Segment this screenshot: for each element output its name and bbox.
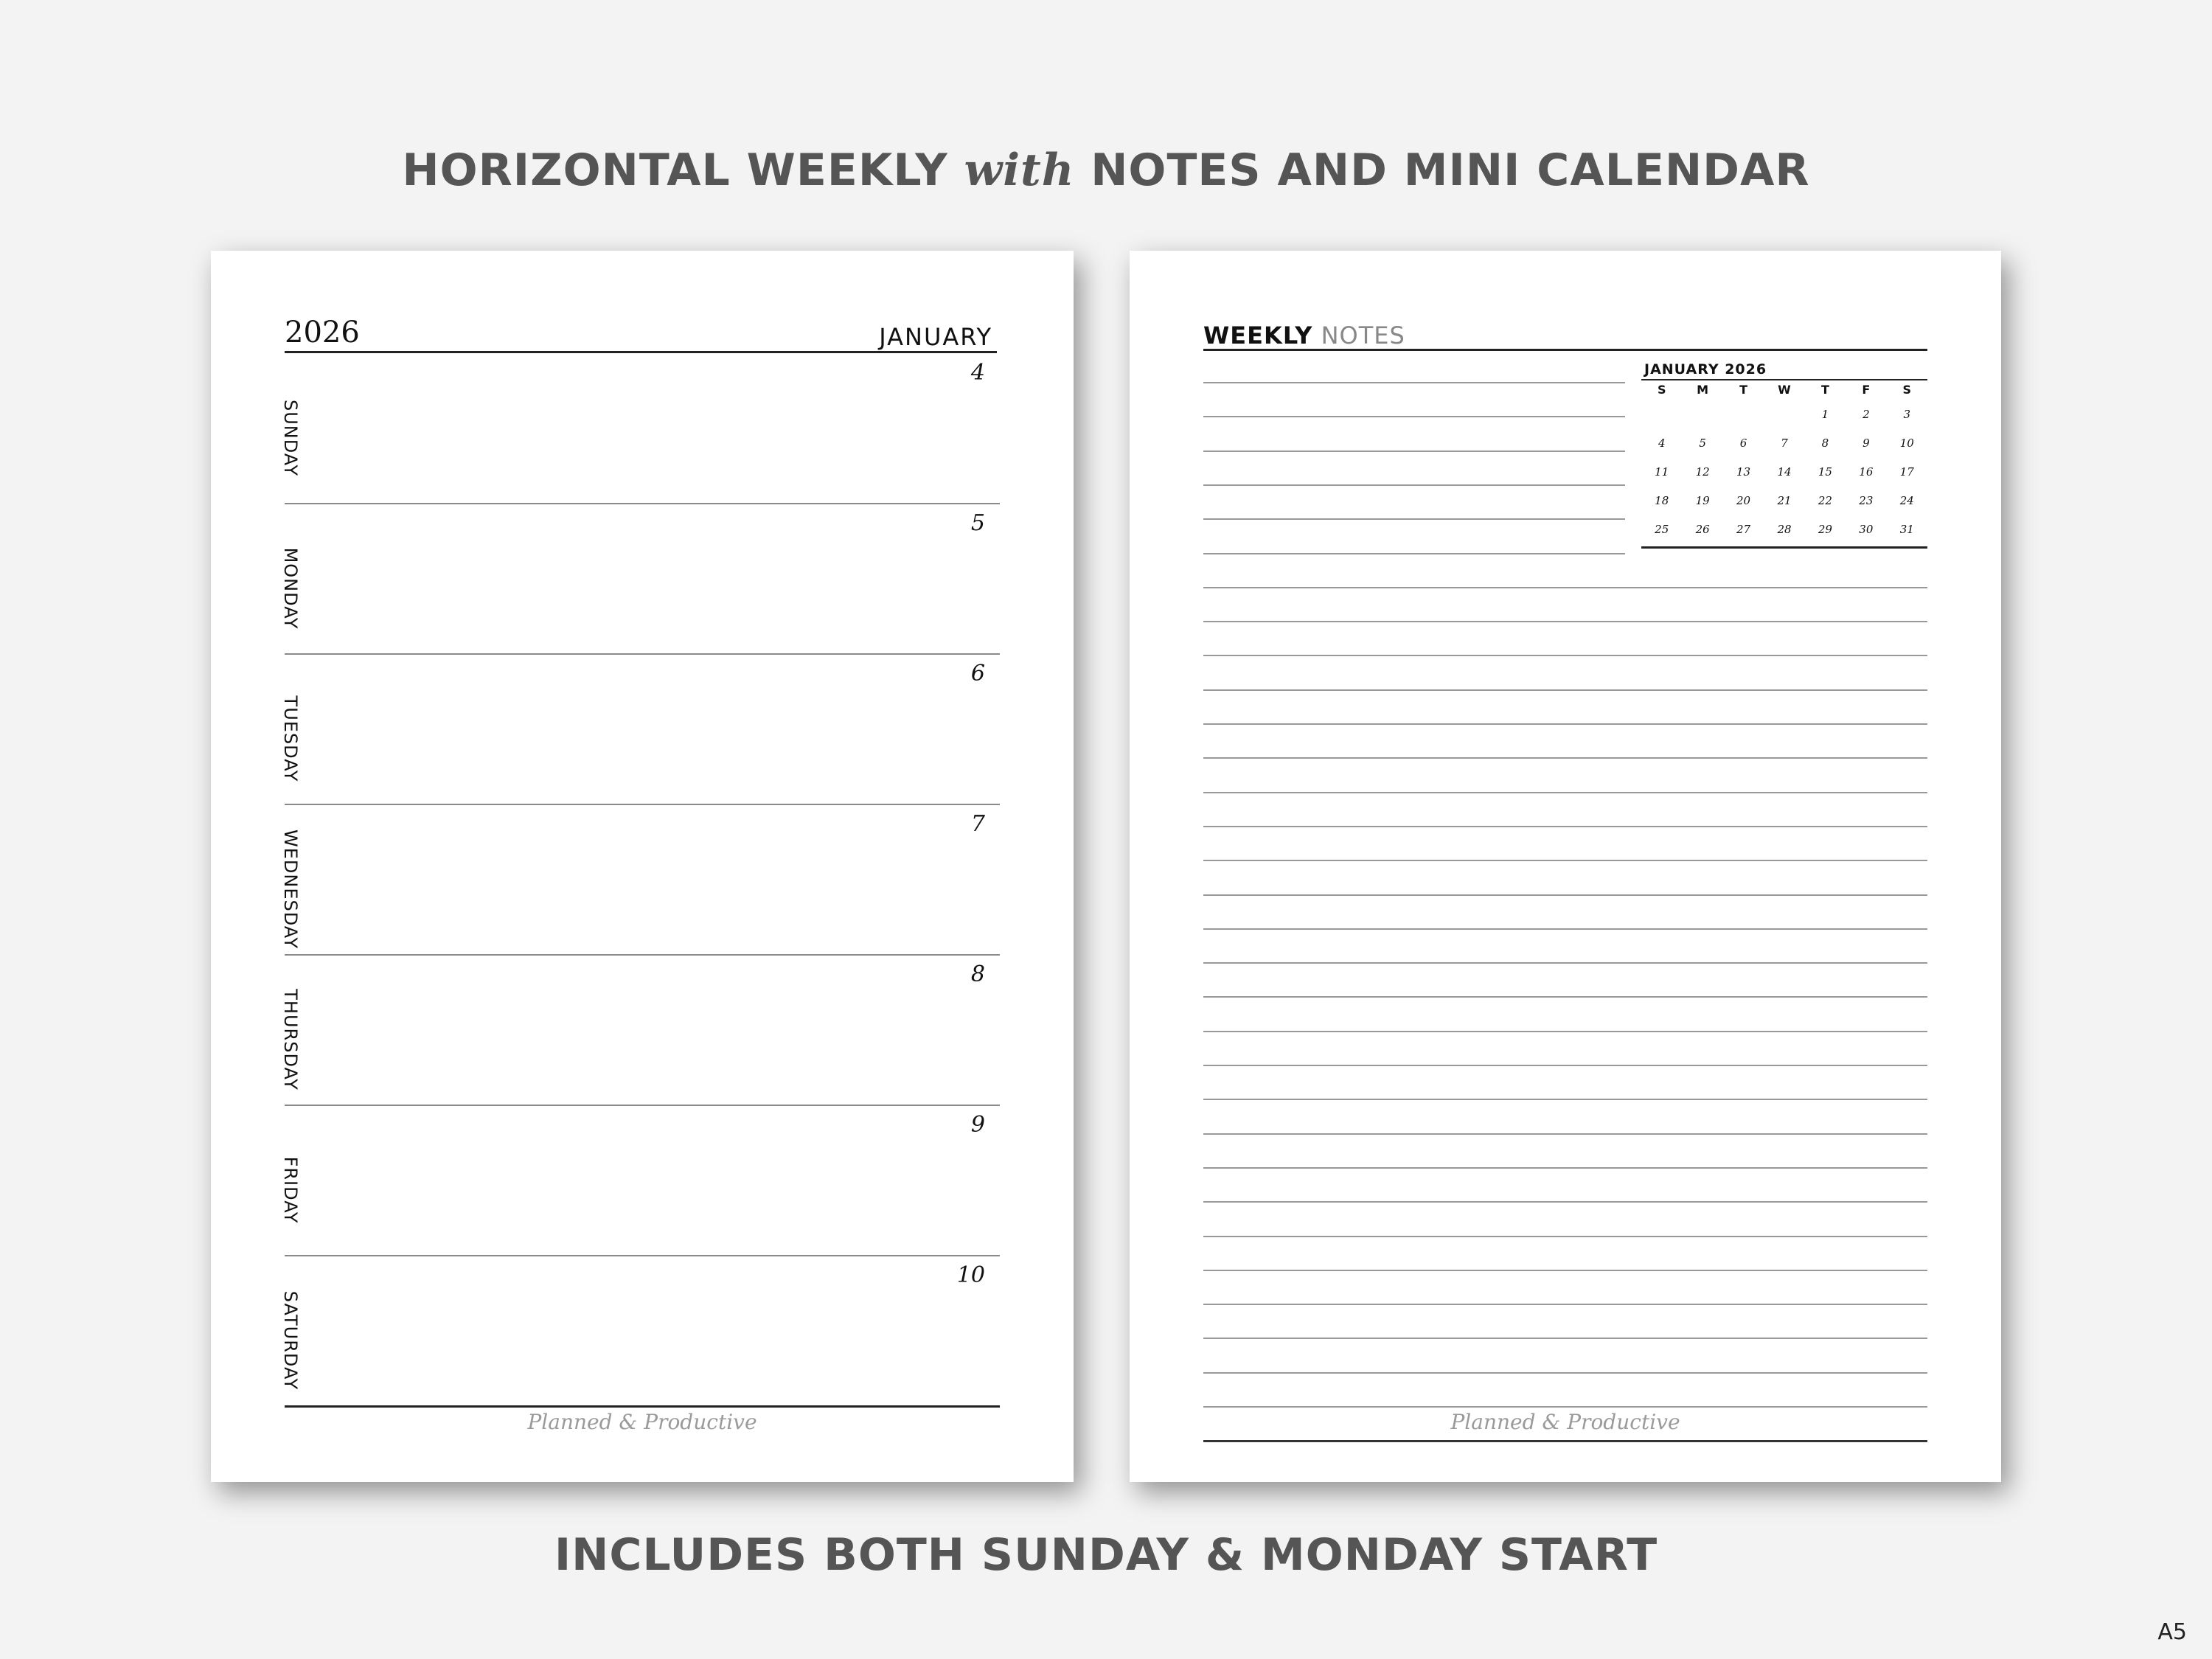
page-subtitle: INCLUDES BOTH SUNDAY & MONDAY START: [554, 1529, 1658, 1581]
day-name: SATURDAY: [280, 1290, 301, 1391]
mini-date: 12: [1695, 465, 1710, 479]
mini-date: 25: [1655, 523, 1669, 536]
mini-date: 18: [1655, 494, 1669, 507]
mini-date: 14: [1777, 465, 1792, 479]
note-line: [1203, 689, 1927, 691]
day-row-wednesday: [280, 804, 1000, 956]
mini-date: [1682, 403, 1722, 431]
mini-calendar-grid: [1641, 380, 1927, 546]
note-line: [1203, 1372, 1927, 1374]
brand-signature: Planned & Productive: [527, 1410, 757, 1434]
day-number: 10: [956, 1262, 985, 1288]
year-label: 2026: [285, 316, 360, 349]
mini-date: 16: [1859, 465, 1874, 479]
mini-date: 23: [1859, 494, 1874, 507]
day-number: 8: [970, 961, 985, 987]
mini-date: 27: [1736, 523, 1751, 536]
mini-date: 19: [1695, 494, 1710, 507]
mini-date: 28: [1777, 523, 1792, 536]
note-line: [1203, 826, 1927, 827]
mini-weekday: M: [1697, 383, 1709, 397]
note-line: [1203, 587, 1927, 588]
note-line: [1203, 382, 1625, 383]
mini-date: 15: [1818, 465, 1832, 479]
note-line: [1203, 655, 1927, 656]
mini-date: 3: [1903, 408, 1911, 421]
day-row-friday: [280, 1105, 1000, 1256]
note-line: [1203, 451, 1625, 452]
note-line: [1203, 894, 1927, 896]
mini-weekday: S: [1657, 383, 1666, 397]
note-line: [1203, 792, 1927, 793]
note-line: [1203, 757, 1927, 759]
mini-weekday: T: [1820, 383, 1829, 397]
day-name: MONDAY: [280, 547, 301, 630]
notes-page: [1130, 251, 2001, 1482]
note-line: [1203, 1304, 1927, 1305]
mini-date: 31: [1899, 523, 1914, 536]
mini-date: 6: [1739, 437, 1747, 450]
day-number: 6: [970, 661, 985, 686]
mini-date: [1641, 403, 1682, 431]
mini-date: 10: [1899, 437, 1914, 450]
day-row-saturday: [280, 1255, 1000, 1408]
mini-weekday: S: [1902, 383, 1912, 397]
mini-date: 11: [1655, 465, 1669, 479]
mini-date: 5: [1699, 437, 1706, 450]
note-line: [1203, 1065, 1927, 1066]
day-number: 9: [970, 1112, 985, 1138]
title-part-a: HORIZONTAL WEEKLY: [402, 145, 948, 196]
title-part-b: NOTES AND MINI CALENDAR: [1091, 145, 1810, 196]
day-row-sunday: [280, 352, 1000, 504]
mini-weekday: T: [1739, 383, 1748, 397]
mini-date: 21: [1777, 494, 1792, 507]
mini-date: 4: [1658, 437, 1666, 450]
mini-date: 30: [1859, 523, 1874, 536]
day-name: FRIDAY: [280, 1156, 301, 1224]
brand-signature: Planned & Productive: [1450, 1410, 1680, 1434]
note-line: [1203, 1440, 1927, 1442]
day-name: SUNDAY: [280, 399, 301, 477]
mini-calendar-title: JANUARY 2026: [1644, 361, 1767, 378]
size-tag: A5: [2157, 1619, 2187, 1645]
note-line: [1203, 1338, 1927, 1339]
mini-weekday: F: [1862, 383, 1871, 397]
note-line: [1203, 1167, 1927, 1169]
mini-date: [1723, 403, 1764, 431]
day-name: TUESDAY: [280, 695, 301, 782]
mini-date: 9: [1863, 437, 1870, 450]
note-line: [1203, 518, 1625, 520]
note-line: [1203, 621, 1927, 622]
mini-date: 8: [1821, 437, 1829, 450]
mini-date: [1764, 403, 1804, 431]
note-line: [1203, 553, 1625, 554]
page-title: [0, 145, 2212, 196]
note-line: [1203, 962, 1927, 964]
weekly-page: [211, 251, 1074, 1482]
day-number: 7: [970, 811, 985, 837]
mini-date: 1: [1821, 408, 1829, 421]
day-row-tuesday: [280, 653, 1000, 805]
mini-weekday: W: [1778, 383, 1791, 397]
day-row-monday: [280, 503, 1000, 655]
note-line: [1203, 1406, 1927, 1408]
note-line: [1203, 1133, 1927, 1135]
notes-title-light: NOTES: [1321, 321, 1405, 349]
day-number: 4: [970, 360, 985, 386]
note-line: [1203, 1031, 1927, 1032]
note-line: [1203, 1236, 1927, 1237]
day-name: WEDNESDAY: [280, 830, 301, 949]
notes-title-bold: WEEKLY: [1203, 321, 1313, 349]
mini-date: 22: [1818, 494, 1832, 507]
mini-calendar: [1641, 361, 1927, 549]
note-line: [1203, 996, 1927, 998]
mini-calendar-bottom-rule: [1641, 546, 1927, 549]
mini-date: 26: [1695, 523, 1710, 536]
day-number: 5: [970, 510, 985, 536]
mini-date: 17: [1899, 465, 1914, 479]
mini-date: 20: [1736, 494, 1751, 507]
mini-date: 2: [1863, 408, 1870, 421]
note-line: [1203, 1099, 1927, 1100]
note-line: [1203, 723, 1927, 725]
notes-header-rule: [1203, 349, 1927, 351]
title-emphasis: with: [964, 145, 1075, 196]
note-line: [1203, 1270, 1927, 1271]
mini-date: 13: [1736, 465, 1751, 479]
mini-date: 24: [1899, 494, 1914, 507]
note-line: [1203, 1201, 1927, 1203]
note-line: [1203, 484, 1625, 486]
note-line: [1203, 928, 1927, 930]
note-line: [1203, 416, 1625, 417]
mini-date: 7: [1781, 437, 1788, 450]
mini-date: 29: [1818, 523, 1832, 536]
note-line: [1203, 860, 1927, 861]
day-row-thursday: [280, 954, 1000, 1106]
day-name: THURSDAY: [280, 989, 301, 1091]
notes-title: [1203, 321, 1405, 349]
month-label: JANUARY: [879, 323, 992, 351]
